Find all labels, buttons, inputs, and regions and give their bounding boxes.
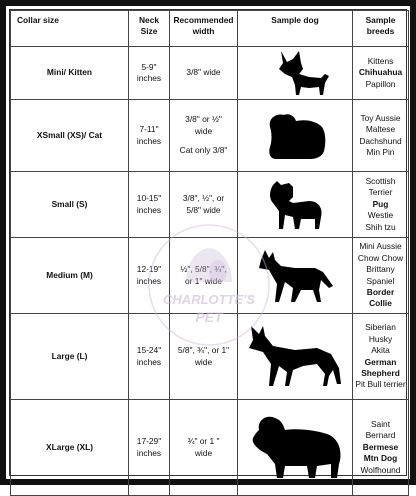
sample-breeds-cell <box>353 47 409 100</box>
breed-name: Shih tzu <box>365 221 396 232</box>
border-collie-silhouette-icon <box>251 246 339 306</box>
width-note: Cat only 3/8" <box>179 145 228 156</box>
breed-name: Maltese <box>365 124 396 135</box>
collar-size-cell: Medium (M) <box>11 238 129 314</box>
size-row <box>11 238 409 314</box>
neck-size-cell: 7-11" inches <box>129 100 170 172</box>
breed-name: Border Collie <box>366 286 395 309</box>
breed-name: Papillon <box>365 78 396 89</box>
breed-name: Wolfhound <box>360 464 401 475</box>
sample-dog-cell <box>238 47 353 100</box>
breed-name: German Shepherd <box>361 356 400 378</box>
breed-name: Brittany Spaniel <box>366 264 395 286</box>
header-recommended-width: Recommended width <box>170 11 238 47</box>
collar-size-cell: Small (S) <box>11 172 129 238</box>
chihuahua-silhouette-icon <box>259 47 331 99</box>
size-row <box>11 172 409 238</box>
sample-dog-cell <box>238 400 353 496</box>
width-line: 5/8", ¾", or 1" <box>177 345 230 356</box>
recommended-width-cell <box>170 238 238 314</box>
width-line: wide <box>194 125 213 136</box>
width-line: or 1" wide <box>185 275 222 286</box>
pug-silhouette-icon <box>263 177 327 233</box>
size-chart <box>9 9 407 476</box>
recommended-width-cell <box>170 100 238 172</box>
bernese-silhouette-icon <box>245 414 345 482</box>
recommended-width-cell <box>170 400 238 496</box>
collar-size-cell: Large (L) <box>11 314 129 400</box>
width-line: 3/8" wide <box>186 67 221 78</box>
width-line: wide <box>194 447 213 458</box>
width-line: 5/8" wide <box>186 204 221 215</box>
width-line: wide <box>194 356 213 367</box>
header-row <box>11 11 409 47</box>
sample-breeds-cell <box>353 172 409 238</box>
sample-breeds-cell <box>353 100 409 172</box>
breed-name: Westie <box>367 210 394 221</box>
header-sample-dog: Sample dog <box>238 11 353 47</box>
breed-name: Mini Aussie <box>359 241 402 252</box>
width-line: 3/8", ½", or <box>182 193 225 204</box>
size-row <box>11 100 409 172</box>
breed-name: Chow Chow <box>357 252 404 263</box>
breed-name: Saint Bernard <box>365 419 396 441</box>
recommended-width-cell <box>170 314 238 400</box>
width-line: ¾" or 1 " <box>187 436 220 447</box>
breed-name: Pug <box>372 198 389 209</box>
width-line: ½", 5/8", ¾", <box>180 264 227 275</box>
neck-size-cell: 17-29" inches <box>129 400 170 496</box>
collar-size-cell: XLarge (XL) <box>11 400 129 496</box>
neck-size-cell: 12-19" inches <box>129 238 170 314</box>
breed-name: Akita <box>371 345 390 356</box>
sample-dog-cell <box>238 172 353 238</box>
breed-name: Chihuahua <box>358 67 403 78</box>
size-row <box>11 314 409 400</box>
german-shepherd-silhouette-icon <box>243 322 347 392</box>
breed-name: Dachshund <box>359 135 402 146</box>
size-row <box>11 47 409 100</box>
breed-name: Toy Aussie <box>360 112 401 123</box>
collar-size-cell: XSmall (XS)/ Cat <box>11 100 129 172</box>
recommended-width-cell <box>170 47 238 100</box>
breed-name: Siberian Husky <box>365 322 396 344</box>
header-neck-size: Neck Size <box>129 11 170 47</box>
collar-size-cell: Mini/ Kitten <box>11 47 129 100</box>
sample-breeds-cell <box>353 314 409 400</box>
header-sample-breeds: Sample breeds <box>353 11 409 47</box>
breed-name: Min Pin <box>366 146 395 157</box>
width-line: 3/8" or ½" <box>185 114 222 125</box>
neck-size-cell: 15-24" inches <box>129 314 170 400</box>
sample-dog-cell <box>238 314 353 400</box>
watermark-text-bottom: PET <box>195 309 223 325</box>
sample-breeds-cell <box>353 238 409 314</box>
watermark-text-top: CHARLOTTE'S <box>163 292 255 307</box>
breed-name: Pit Bull terrier <box>355 379 406 390</box>
breed-name: Bermese Mtn Dog <box>362 441 399 464</box>
breed-name: Scottish Terrier <box>365 176 396 198</box>
neck-size-cell: 10-15" inches <box>129 172 170 238</box>
sample-breeds-cell <box>353 400 409 496</box>
size-row <box>11 400 409 496</box>
maltese-silhouette-icon <box>262 111 328 161</box>
breed-name: Kittens <box>367 55 394 66</box>
sample-dog-cell <box>238 238 353 314</box>
recommended-width-cell <box>170 172 238 238</box>
sample-dog-cell <box>238 100 353 172</box>
neck-size-cell: 5-9" inches <box>129 47 170 100</box>
collar-size-table <box>10 10 409 496</box>
header-collar-size: Collar size <box>11 11 129 47</box>
